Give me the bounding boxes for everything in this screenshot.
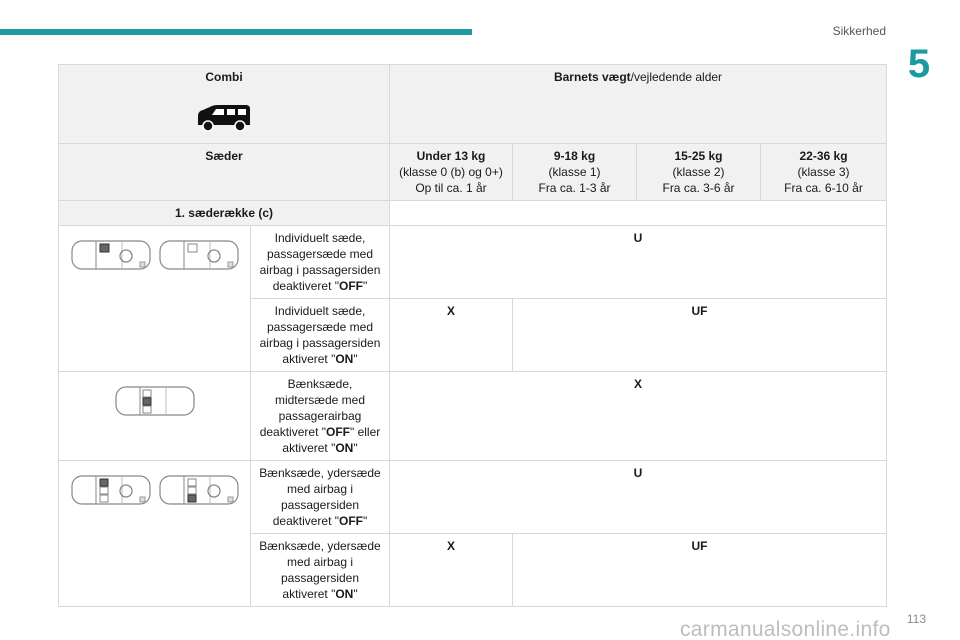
watermark: carmanualsonline.info — [680, 618, 891, 640]
seat-value: UF — [513, 534, 887, 607]
empty-cell — [390, 201, 887, 226]
seat-diagram-cell — [59, 372, 251, 461]
section-title: Sikkerhed — [832, 24, 886, 38]
page-number: 113 — [906, 612, 926, 626]
seat-diagram-cell — [59, 226, 251, 372]
header-accent-bar — [0, 29, 472, 35]
seat-description: Individuelt sæde, passagersæde med airbag i passagersiden deaktiveret "OFF" — [251, 226, 390, 299]
seat-value: X — [390, 372, 887, 461]
seat-plan-lhd-icon — [70, 236, 152, 274]
class-cell: 15-25 kg (klasse 2) Fra ca. 3-6 år — [637, 144, 761, 201]
class-cell: Under 13 kg (klasse 0 (b) og 0+) Op til ca. 1 år — [390, 144, 513, 201]
class-cell: 22-36 kg (klasse 3) Fra ca. 6-10 år — [761, 144, 887, 201]
seat-value: UF — [513, 299, 887, 372]
seat-plan-rhd-icon — [158, 236, 240, 274]
seat-diagram-cell — [59, 461, 251, 607]
seat-description: Individuelt sæde, passagersæde med airbag i passagersiden aktiveret "ON" — [251, 299, 390, 372]
bench-seat-plan-rhd-icon — [158, 471, 240, 509]
bench-seat-plan-lhd-icon — [70, 471, 152, 509]
child-seat-table — [58, 64, 887, 607]
row-group-label: 1. sæderække (c) — [59, 201, 390, 226]
seat-value: U — [390, 226, 887, 299]
seat-value: U — [390, 461, 887, 534]
class-cell: 9-18 kg (klasse 1) Fra ca. 1-3 år — [513, 144, 637, 201]
combi-cell — [59, 65, 390, 144]
seat-value: X — [390, 534, 513, 607]
seat-value: X — [390, 299, 513, 372]
chapter-number: 5 — [907, 42, 931, 86]
combi-label: Combi — [205, 70, 243, 84]
seat-description: Bænksæde, midtersæde med passagerairbag deaktiveret "OFF" eller aktiveret "ON" — [251, 372, 390, 461]
weight-header: Barnets vægt/vejledende alder — [390, 65, 887, 144]
bench-seat-plan-icon — [114, 382, 196, 420]
van-icon — [194, 103, 254, 133]
seat-description: Bænksæde, ydersæde med airbag i passagersiden deaktiveret "OFF" — [251, 461, 390, 534]
seats-label: Sæder — [59, 144, 390, 201]
seat-description: Bænksæde, ydersæde med airbag i passagersiden aktiveret "ON" — [251, 534, 390, 607]
